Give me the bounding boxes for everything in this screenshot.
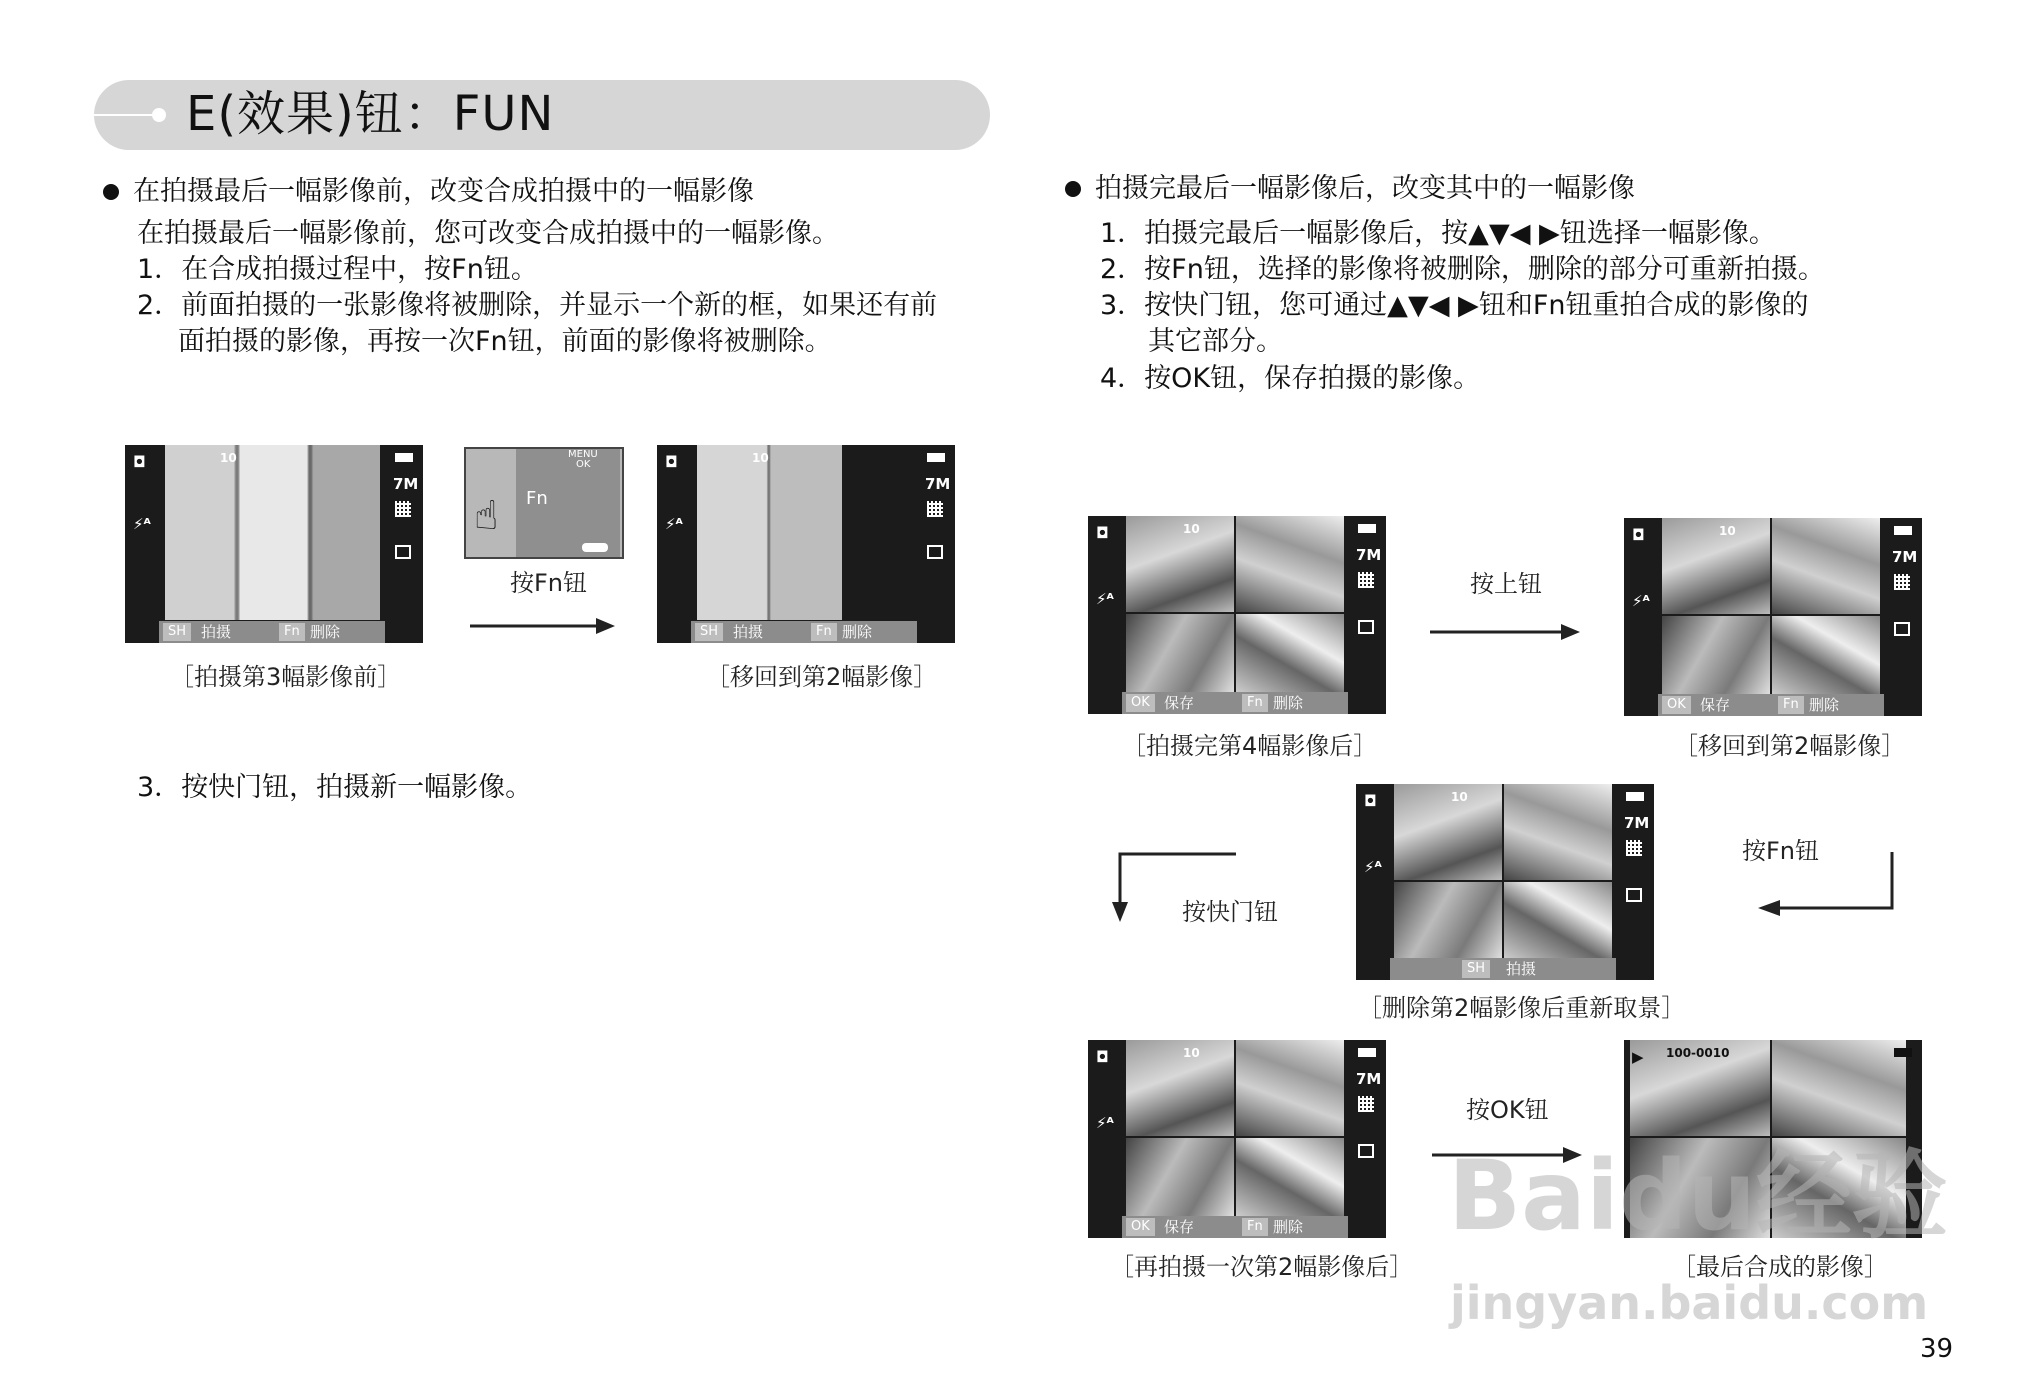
quad-photo <box>1126 614 1234 692</box>
camera-screen-after-2nd-again <box>1088 1040 1386 1238</box>
delete-label: 删除 <box>310 623 341 641</box>
left-heading: 在拍摄最后一幅影像前，改变合成拍摄中的一幅影像 <box>133 176 754 207</box>
camera-screen-back-to-2nd <box>657 445 955 643</box>
camera-mode-icon: ◘ <box>133 453 146 471</box>
quality-icon <box>1626 840 1642 856</box>
size-icon: 7M <box>1892 548 1918 566</box>
shot-count: 10 <box>1719 524 1736 538</box>
battery-icon <box>1358 524 1376 533</box>
fn-tag: Fn <box>1778 696 1804 714</box>
size-icon: 7M <box>1624 814 1650 832</box>
left-step-1: 1．在合成拍摄过程中，按Fn钮。 <box>137 254 538 285</box>
battery-icon <box>1626 792 1644 801</box>
button-bar <box>1390 958 1616 980</box>
quad-photo <box>1236 1040 1344 1136</box>
flash-auto-icon: ⚡ᴬ <box>1096 1114 1114 1132</box>
save-label: 保存 <box>1164 694 1195 712</box>
photo-strip <box>165 445 380 620</box>
camera-mode-icon: ◘ <box>1096 524 1109 542</box>
right-step-2: 2．按Fn钮，选择的影像将被删除，删除的部分可重新拍摄。 <box>1100 254 1825 285</box>
hand-pointer-icon: ☝ <box>474 493 499 539</box>
file-number: 100-0010 <box>1666 1046 1730 1060</box>
quality-icon <box>1358 572 1374 588</box>
shot-count: 10 <box>220 451 237 465</box>
metering-icon <box>1894 622 1910 636</box>
delete-label: 删除 <box>1809 696 1840 714</box>
quad-photo <box>1772 616 1880 694</box>
fn-tag: Fn <box>279 623 305 641</box>
bullet-icon <box>103 184 119 200</box>
sh-tag: SH <box>163 623 191 641</box>
battery-icon <box>1358 1048 1376 1057</box>
left-step-3: 3．按快门钮，拍摄新一幅影像。 <box>137 772 533 803</box>
caption-final-composite: ［最后合成的影像］ <box>1672 1253 1888 1281</box>
header-line-decoration <box>94 114 160 116</box>
metering-icon <box>927 545 943 559</box>
quad-photo <box>1126 516 1234 612</box>
ok-tag: OK <box>1662 696 1691 714</box>
ok-tag: OK <box>1126 1218 1155 1236</box>
watermark-url: jingyan.baidu.com <box>1450 1276 1929 1330</box>
right-step-3a: 3．按快门钮，您可通过▲▼◀ ▶钮和Fn钮重拍合成的影像的 <box>1100 290 1809 321</box>
quad-photo <box>1126 1040 1234 1136</box>
caption-before-3rd: ［拍摄第3幅影像前］ <box>170 663 402 691</box>
battery-icon <box>1894 1048 1912 1057</box>
save-label: 保存 <box>1700 696 1731 714</box>
shoot-label: 拍摄 <box>1506 960 1537 978</box>
delete-label: 删除 <box>1273 1218 1304 1236</box>
quad-photo <box>1662 518 1770 614</box>
ok-tag: OK <box>1126 694 1155 712</box>
metering-icon <box>1358 620 1374 634</box>
caption-after-4th: ［拍摄完第4幅影像后］ <box>1122 732 1378 760</box>
shot-count: 10 <box>1451 790 1468 804</box>
caption-reframe-2nd: ［删除第2幅影像后重新取景］ <box>1358 994 1686 1022</box>
left-step-2a: 2．前面拍摄的一张影像将被删除，并显示一个新的框，如果还有前 <box>137 290 938 321</box>
photo-strip <box>697 445 842 620</box>
size-icon: 7M <box>393 475 419 493</box>
quad-photo <box>1662 616 1770 694</box>
right-step-4: 4．按OK钮，保存拍摄的影像。 <box>1100 363 1481 394</box>
arrow-label-fn: 按Fn钮 <box>510 569 588 597</box>
sh-tag: SH <box>695 623 723 641</box>
metering-icon <box>395 545 411 559</box>
size-icon: 7M <box>1356 546 1382 564</box>
quad-photo <box>1504 882 1612 958</box>
battery-icon <box>1894 526 1912 535</box>
fn-tag: Fn <box>1242 1218 1268 1236</box>
quad-photo <box>1236 516 1344 612</box>
quad-photo <box>1772 518 1880 614</box>
left-intro: 在拍摄最后一幅影像前，您可改变合成拍摄中的一幅影像。 <box>137 218 839 249</box>
arrow-right-icon <box>470 615 615 637</box>
right-step-1: 1．拍摄完最后一幅影像后，按▲▼◀ ▶钮选择一幅影像。 <box>1100 218 1776 249</box>
save-label: 保存 <box>1164 1218 1195 1236</box>
header-dot-decoration <box>152 108 166 122</box>
metering-icon <box>1626 888 1642 902</box>
caption-back-to-2nd-quad: ［移回到第2幅影像］ <box>1674 732 1906 760</box>
right-step-3b: 其它部分。 <box>1148 326 1283 357</box>
delete-label: 删除 <box>1273 694 1304 712</box>
quality-icon <box>927 501 943 517</box>
camera-back-illustration <box>464 447 624 559</box>
button-bar <box>159 621 385 643</box>
quality-icon <box>1358 1096 1374 1112</box>
page-number: 39 <box>1920 1334 1954 1364</box>
button-bar <box>691 621 917 643</box>
bullet-icon <box>1065 181 1081 197</box>
flash-auto-icon: ⚡ᴬ <box>133 515 151 533</box>
shoot-label: 拍摄 <box>201 623 232 641</box>
quality-icon <box>1894 574 1910 590</box>
fn-tag: Fn <box>1242 694 1268 712</box>
button-bar <box>1658 694 1884 716</box>
size-icon: 7M <box>925 475 951 493</box>
menu-label: MENU <box>568 449 598 460</box>
page-title: E(效果)钮：FUN <box>186 86 555 142</box>
caption-after-2nd-again: ［再拍摄一次第2幅影像后］ <box>1110 1253 1414 1281</box>
menu-ok-label: OK <box>576 459 591 470</box>
arrow-corner-left-icon <box>1758 852 1898 920</box>
flash-auto-icon: ⚡ᴬ <box>1364 858 1382 876</box>
size-icon: 7M <box>1356 1070 1382 1088</box>
camera-mode-icon: ◘ <box>1632 526 1645 544</box>
battery-icon <box>395 453 413 462</box>
watermark-logo: Baidu经验 <box>1448 1140 1948 1252</box>
camera-mode-icon: ◘ <box>1096 1048 1109 1066</box>
flash-auto-icon: ⚡ᴬ <box>1632 592 1650 610</box>
camera-screen-reframe-2nd <box>1356 784 1654 980</box>
left-step-2b: 面拍摄的影像，再按一次Fn钮，前面的影像将被删除。 <box>178 326 832 357</box>
sh-tag: SH <box>1462 960 1490 978</box>
quality-icon <box>395 501 411 517</box>
quad-photo <box>1236 1138 1344 1216</box>
shot-count: 10 <box>1183 522 1200 536</box>
quad-photo <box>1236 614 1344 692</box>
flash-auto-icon: ⚡ᴬ <box>665 515 683 533</box>
delete-label: 删除 <box>842 623 873 641</box>
camera-screen-before-3rd <box>125 445 423 643</box>
shot-count: 10 <box>752 451 769 465</box>
camera-mode-icon: ◘ <box>1364 792 1377 810</box>
battery-icon <box>927 453 945 462</box>
quad-photo <box>1126 1138 1234 1216</box>
arrow-label-shutter: 按快门钮 <box>1182 898 1278 926</box>
shot-count: 10 <box>1183 1046 1200 1060</box>
fn-key-label: Fn <box>526 488 548 509</box>
quad-photo <box>1394 784 1502 880</box>
caption-back-to-2nd: ［移回到第2幅影像］ <box>706 663 938 691</box>
flash-auto-icon: ⚡ᴬ <box>1096 590 1114 608</box>
arrow-label-fn: 按Fn钮 <box>1742 837 1820 865</box>
arrow-label-up: 按上钮 <box>1470 570 1542 598</box>
play-pause-icon <box>582 543 608 552</box>
quad-photo <box>1772 1040 1906 1136</box>
metering-icon <box>1358 1144 1374 1158</box>
button-bar <box>1122 692 1348 714</box>
arrow-right-icon <box>1430 621 1580 643</box>
fn-tag: Fn <box>811 623 837 641</box>
shoot-label: 拍摄 <box>733 623 764 641</box>
quad-photo <box>1504 784 1612 880</box>
right-heading: 拍摄完最后一幅影像后，改变其中的一幅影像 <box>1095 173 1635 204</box>
camera-mode-icon: ◘ <box>665 453 678 471</box>
camera-screen-back-to-2nd-quad <box>1624 518 1922 716</box>
quad-photo <box>1394 882 1502 958</box>
playback-icon: ▶ <box>1632 1048 1644 1066</box>
camera-screen-after-4th <box>1088 516 1386 714</box>
button-bar <box>1122 1216 1348 1238</box>
arrow-label-ok: 按OK钮 <box>1466 1096 1549 1124</box>
